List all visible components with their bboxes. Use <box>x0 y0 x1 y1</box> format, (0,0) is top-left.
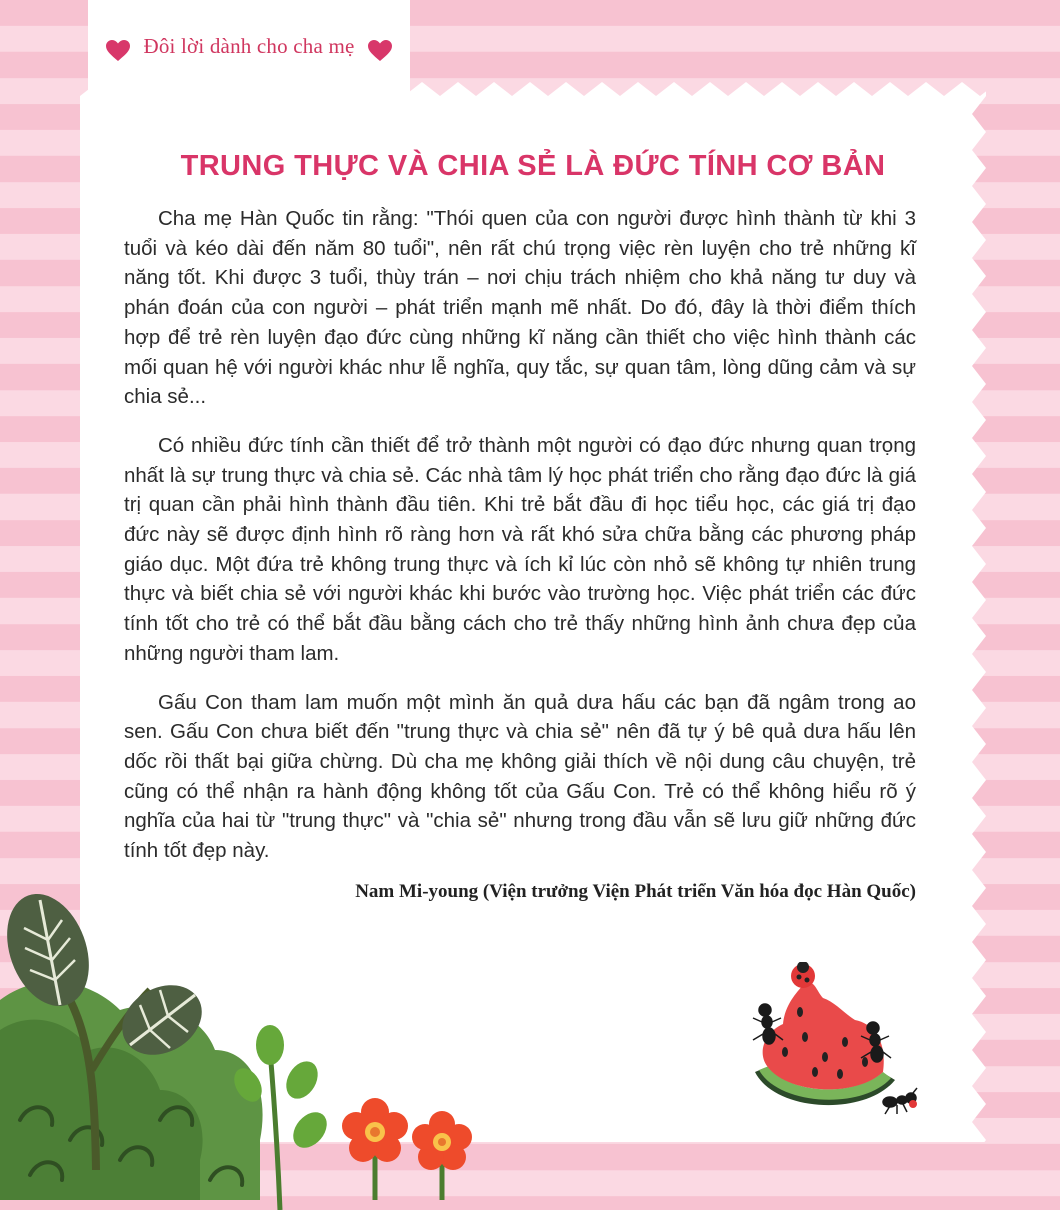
leaf-tree-illustration <box>0 890 230 1170</box>
paragraph-3: Gấu Con tham lam muốn một mình ăn quả dưa hấu các bạn đã ngâm trong ao sen. Gấu Con chưa biết đến "trung thực và chia sẻ" nên đã tự ý bê quả dưa hấu lên dốc rồi thất bại giữa chừng. Dù cha mẹ không giải thích về nội dung câu chuyện, trẻ cũng có thể nhận ra hành động không tốt của Gấu Con. Trẻ có thể không hiểu rõ ý nghĩa của hai từ "trung thực" và "chia sẻ" nhưng trong đầu vẫn sẽ lưu giữ những đức tính tốt đẹp này. <box>124 690 916 863</box>
paragraph-2: Có nhiều đức tính cần thiết để trở thành một người có đạo đức nhưng quan trọng nhất là sự trung thực và chia sẻ. Các nhà tâm lý học phát triển cho rằng đạo đức là giá trị quan cần phải hình thành đầu tiên. Khi trẻ bắt đầu đi học tiểu học, các giá trị đạo đức này sẽ được định hình rõ ràng hơn và rất khó sửa chữa bằng các phương pháp giáo dục. Một đứa trẻ không trung thực và ích kỉ lúc còn nhỏ sẽ không tự nhiên trung thực và biết chia sẻ với người khác khi bước vào trường học. Việc phát triển các đức tính tốt cho trẻ có thể bắt đầu bằng cách cho trẻ thấy những hình ảnh chưa đẹp của những người tham lam. <box>124 433 916 665</box>
heart-icon <box>368 40 392 62</box>
watermelon-ants-illustration <box>745 962 925 1122</box>
red-flower-illustration <box>330 1090 480 1200</box>
article-body <box>124 204 916 903</box>
page-title: TRUNG THỰC VÀ CHIA SẺ LÀ ĐỨC TÍNH CƠ BẢN <box>180 150 886 182</box>
banner-label: Đôi lời dành cho cha mẹ <box>143 34 355 58</box>
round-leaves-illustration <box>230 1010 340 1210</box>
paragraph-1: Cha mẹ Hàn Quốc tin rằng: "Thói quen của con người được hình thành từ khi 3 tuổi và kéo dài đến năm 80 tuổi", nên rất chú trọng việc rèn luyện cho trẻ những kĩ năng tốt. Khi được 3 tuổi, thùy trán – nơi chịu trách nhiệm cho khả năng tư duy và phán đoán của con người – phát triển mạnh mẽ nhất. Do đó, đây là thời điểm thích hợp để trẻ rèn luyện đạo đức cùng những kĩ năng cần thiết cho việc hình thành các mối quan hệ với người khác như lễ nghĩa, quy tắc, sự quan tâm, lòng dũng cảm và sự chia sẻ... <box>124 207 916 409</box>
author-signature: Nam Mi-young (Viện trưởng Viện Phát triển Văn hóa đọc Hàn Quốc) <box>355 880 916 902</box>
